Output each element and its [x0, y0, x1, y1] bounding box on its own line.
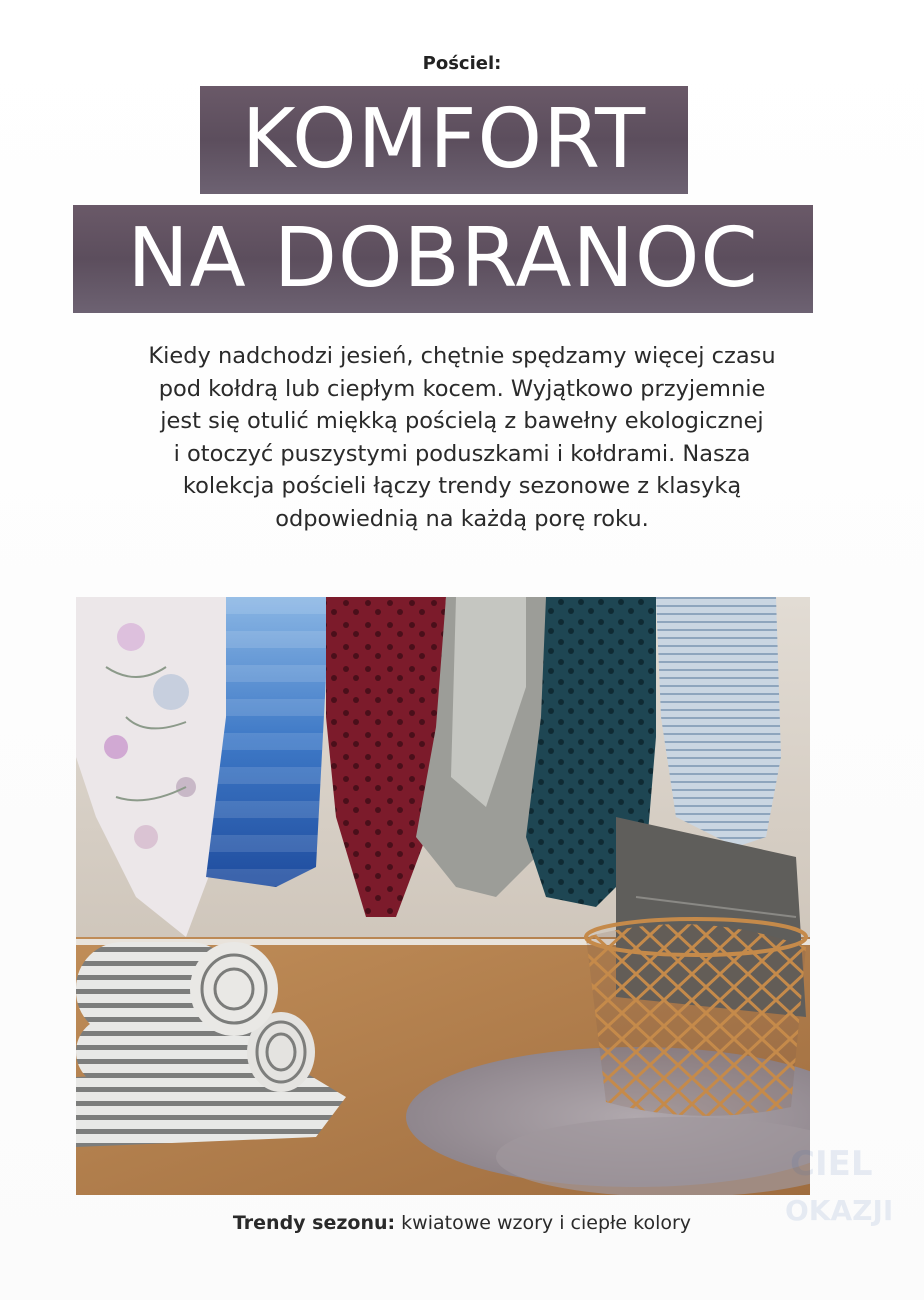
headline-line-2: NA DOBRANOC — [73, 205, 813, 313]
watermark-logo — [700, 1125, 900, 1245]
caption-label: Trendy sezonu: — [232, 1212, 396, 1234]
intro-line: jest się otulić miękką pościelą z bawełny ekologicznej — [160, 408, 764, 434]
svg-text:CIEL: CIEL — [790, 1144, 873, 1184]
intro-line: Kiedy nadchodzi jesień, chętnie spędzamy więcej czasu — [148, 343, 776, 369]
bedding-photo-illustration — [76, 597, 810, 1195]
bedding-photo — [76, 597, 810, 1195]
svg-text:OKAZJI: OKAZJI — [785, 1194, 894, 1227]
section-kicker: Pościel: — [422, 53, 502, 74]
caption-text: kwiatowe wzory i ciepłe kolory — [395, 1212, 692, 1234]
intro-line: pod kołdrą lub ciepłym kocem. Wyjątkowo przyjemnie — [158, 375, 766, 402]
intro-line: i otoczyć puszystymi poduszkami i kołdrami. Nasza — [173, 440, 751, 467]
headline-line-1: KOMFORT — [200, 86, 688, 194]
intro-paragraph — [70, 340, 854, 535]
intro-line: kolekcja pościeli łączy trendy sezonowe z klasyką — [182, 473, 742, 499]
watermark — [700, 1125, 900, 1245]
intro-line: odpowiednią na każdą porę roku. — [275, 505, 649, 532]
